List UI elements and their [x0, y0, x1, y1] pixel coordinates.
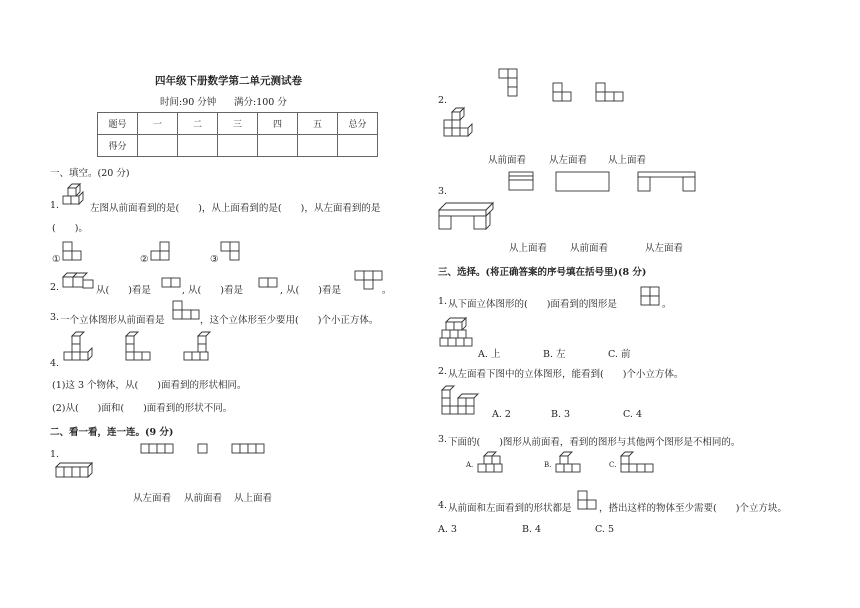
s3-q3-number: 3.: [438, 434, 448, 445]
s3-q3-text: 下面的( )图形从前面看，看到的图形与其他两个图形是不相同的。: [448, 437, 741, 448]
score-header-cell: 题号: [98, 113, 138, 135]
s3-q1-option-a[interactable]: A. 上: [478, 349, 501, 360]
score-header-cell: 二: [178, 113, 218, 135]
page-title: 四年级下册数学第二单元测试卷: [155, 75, 302, 87]
cube-stack-figure: [438, 318, 474, 354]
score-header-cell: 三: [218, 113, 258, 135]
section2-heading: 二、看一看，连一连。(9 分): [50, 427, 174, 438]
view-shape-icon: [140, 443, 176, 455]
s1-q2-text-1: 从( )看是: [96, 285, 151, 296]
s1-q1-option-1[interactable]: ①: [52, 254, 61, 265]
s2-q1-number: 1.: [50, 449, 60, 460]
cube-stack-figure: [62, 332, 96, 364]
s1-q3-number: 3.: [50, 312, 60, 323]
s1-q3-text-b: ，这个立体形至少要用( )个小正方体。: [200, 315, 379, 326]
section3-heading: 三、选择。(将正确答案的序号填在括号里)(8 分): [438, 267, 647, 278]
s2-q3-label-front: 从前面看: [570, 243, 609, 254]
s3-q2-option-c[interactable]: C. 4: [623, 409, 643, 420]
score-cell[interactable]: [218, 135, 258, 157]
view-shape-icon: [161, 277, 181, 289]
view-shape-icon: [231, 443, 267, 455]
s1-q2-text-3: , 从( )看是: [280, 285, 341, 296]
s2-q2-label-left: 从左面看: [549, 155, 588, 166]
cube-stack-figure: [440, 108, 474, 142]
view-shape-icon: [595, 82, 625, 102]
view-shape-icon: [62, 241, 84, 263]
cube-row-figure: [62, 272, 96, 290]
score-row-label: 得分: [98, 135, 138, 157]
score-info: 满分:100 分: [234, 97, 287, 108]
score-cell[interactable]: [178, 135, 218, 157]
score-table-score-row: [98, 135, 378, 157]
view-shape-icon: [577, 490, 599, 512]
view-shape-icon: [552, 82, 574, 102]
s2-q3-number: 3.: [438, 186, 448, 197]
s2-q3-label-left: 从左面看: [645, 243, 684, 254]
cube-stack-figure: [554, 452, 584, 478]
score-cell[interactable]: [138, 135, 178, 157]
s1-q1-option-2[interactable]: ②: [140, 254, 149, 265]
section1-heading: 一、填空。(20 分): [50, 168, 130, 179]
score-table-header-row: [98, 113, 378, 135]
s2-q1-label-front: 从前面看: [184, 493, 223, 504]
s1-q4-number: 4.: [50, 358, 60, 369]
cube-stack-figure: [122, 332, 156, 364]
s3-q2-option-b[interactable]: B. 3: [551, 409, 571, 420]
score-header-cell: 总分: [338, 113, 378, 135]
s1-q1-option-3[interactable]: ③: [210, 254, 219, 265]
view-shape-icon: [150, 241, 172, 263]
cube-stack-figure: [182, 332, 216, 364]
s1-q4-sub2: (2)从( )面和( )面看到的形状不同。: [52, 403, 233, 414]
s3-q3-option-a[interactable]: A.: [466, 461, 474, 469]
view-shape-icon: [637, 171, 697, 193]
view-shape-icon: [258, 277, 278, 289]
s2-q1-label-top: 从上面看: [234, 493, 273, 504]
score-cell[interactable]: [338, 135, 378, 157]
view-shape-icon: [508, 171, 534, 193]
s3-q4-option-b[interactable]: B. 4: [522, 524, 542, 535]
s3-q4-option-a[interactable]: A. 3: [438, 524, 457, 535]
s2-q2-label-front: 从前面看: [488, 155, 527, 166]
cube-stack-figure: [438, 386, 484, 418]
s1-q2-number: 2.: [50, 282, 60, 293]
s3-q2-number: 2.: [438, 366, 448, 377]
s3-q2-text: 从左面看下图中的立体图形，能看到( )个小立方体。: [448, 369, 684, 380]
s1-q1-number: 1.: [50, 200, 60, 211]
s3-q4-text-a: 从前面和左面看到的形状都是: [448, 503, 572, 514]
s1-q1-text-cont: ( )。: [52, 223, 88, 234]
s3-q2-option-a[interactable]: A. 2: [492, 409, 511, 420]
s3-q1-number: 1.: [438, 296, 448, 307]
s3-q1-text-b: 。: [662, 299, 672, 310]
cube-stack-figure: [476, 452, 510, 478]
s1-q1-text: 左图从前面看到的是( )，从上面看到的是( )，从左面看到的是: [90, 203, 381, 214]
score-header-cell: 一: [138, 113, 178, 135]
s3-q1-text-a: 从下面立体图形的( )面看到的图形是: [448, 299, 617, 310]
s2-q1-label-left: 从左面看: [133, 493, 172, 504]
cube-row-figure: [55, 462, 97, 480]
s3-q3-option-c[interactable]: C.: [609, 461, 617, 469]
s1-q2-text-2: , 从( )看是: [182, 285, 243, 296]
s3-q4-option-c[interactable]: C. 5: [595, 524, 615, 535]
view-shape-icon: [220, 241, 242, 263]
score-cell[interactable]: [258, 135, 298, 157]
score-header-cell: 四: [258, 113, 298, 135]
time-info: 时间:90 分钟: [160, 97, 217, 108]
s2-q2-label-top: 从上面看: [608, 155, 647, 166]
s3-q4-text-b: ，搭出这样的物体至少需要( )个立方块。: [599, 503, 787, 514]
view-shape-icon: [197, 443, 209, 455]
s1-q3-text-a: 一个立体图形从前面看是: [60, 315, 165, 326]
s2-q3-label-top: 从上面看: [509, 243, 548, 254]
view-shape-icon: [498, 68, 518, 100]
s3-q4-number: 4.: [438, 500, 448, 511]
s3-q1-option-c[interactable]: C. 前: [608, 349, 631, 360]
s2-q2-number: 2.: [438, 95, 448, 106]
s1-q2-text-4: 。: [382, 285, 392, 296]
cube-stack-figure: [62, 183, 86, 207]
table-block-figure: [438, 200, 494, 232]
s3-q1-option-b[interactable]: B. 左: [543, 349, 566, 360]
s3-q3-option-b[interactable]: B.: [544, 461, 552, 469]
view-shape-icon: [555, 171, 611, 193]
view-shape-icon: [640, 286, 662, 308]
view-shape-icon: [172, 300, 200, 320]
score-cell[interactable]: [298, 135, 338, 157]
score-header-cell: 五: [298, 113, 338, 135]
score-table: [97, 112, 378, 157]
s1-q4-sub1: (1)这 3 个物体，从( )面看到的形状相同。: [52, 380, 247, 391]
view-shape-icon: [354, 270, 384, 290]
cube-stack-figure: [619, 452, 655, 478]
